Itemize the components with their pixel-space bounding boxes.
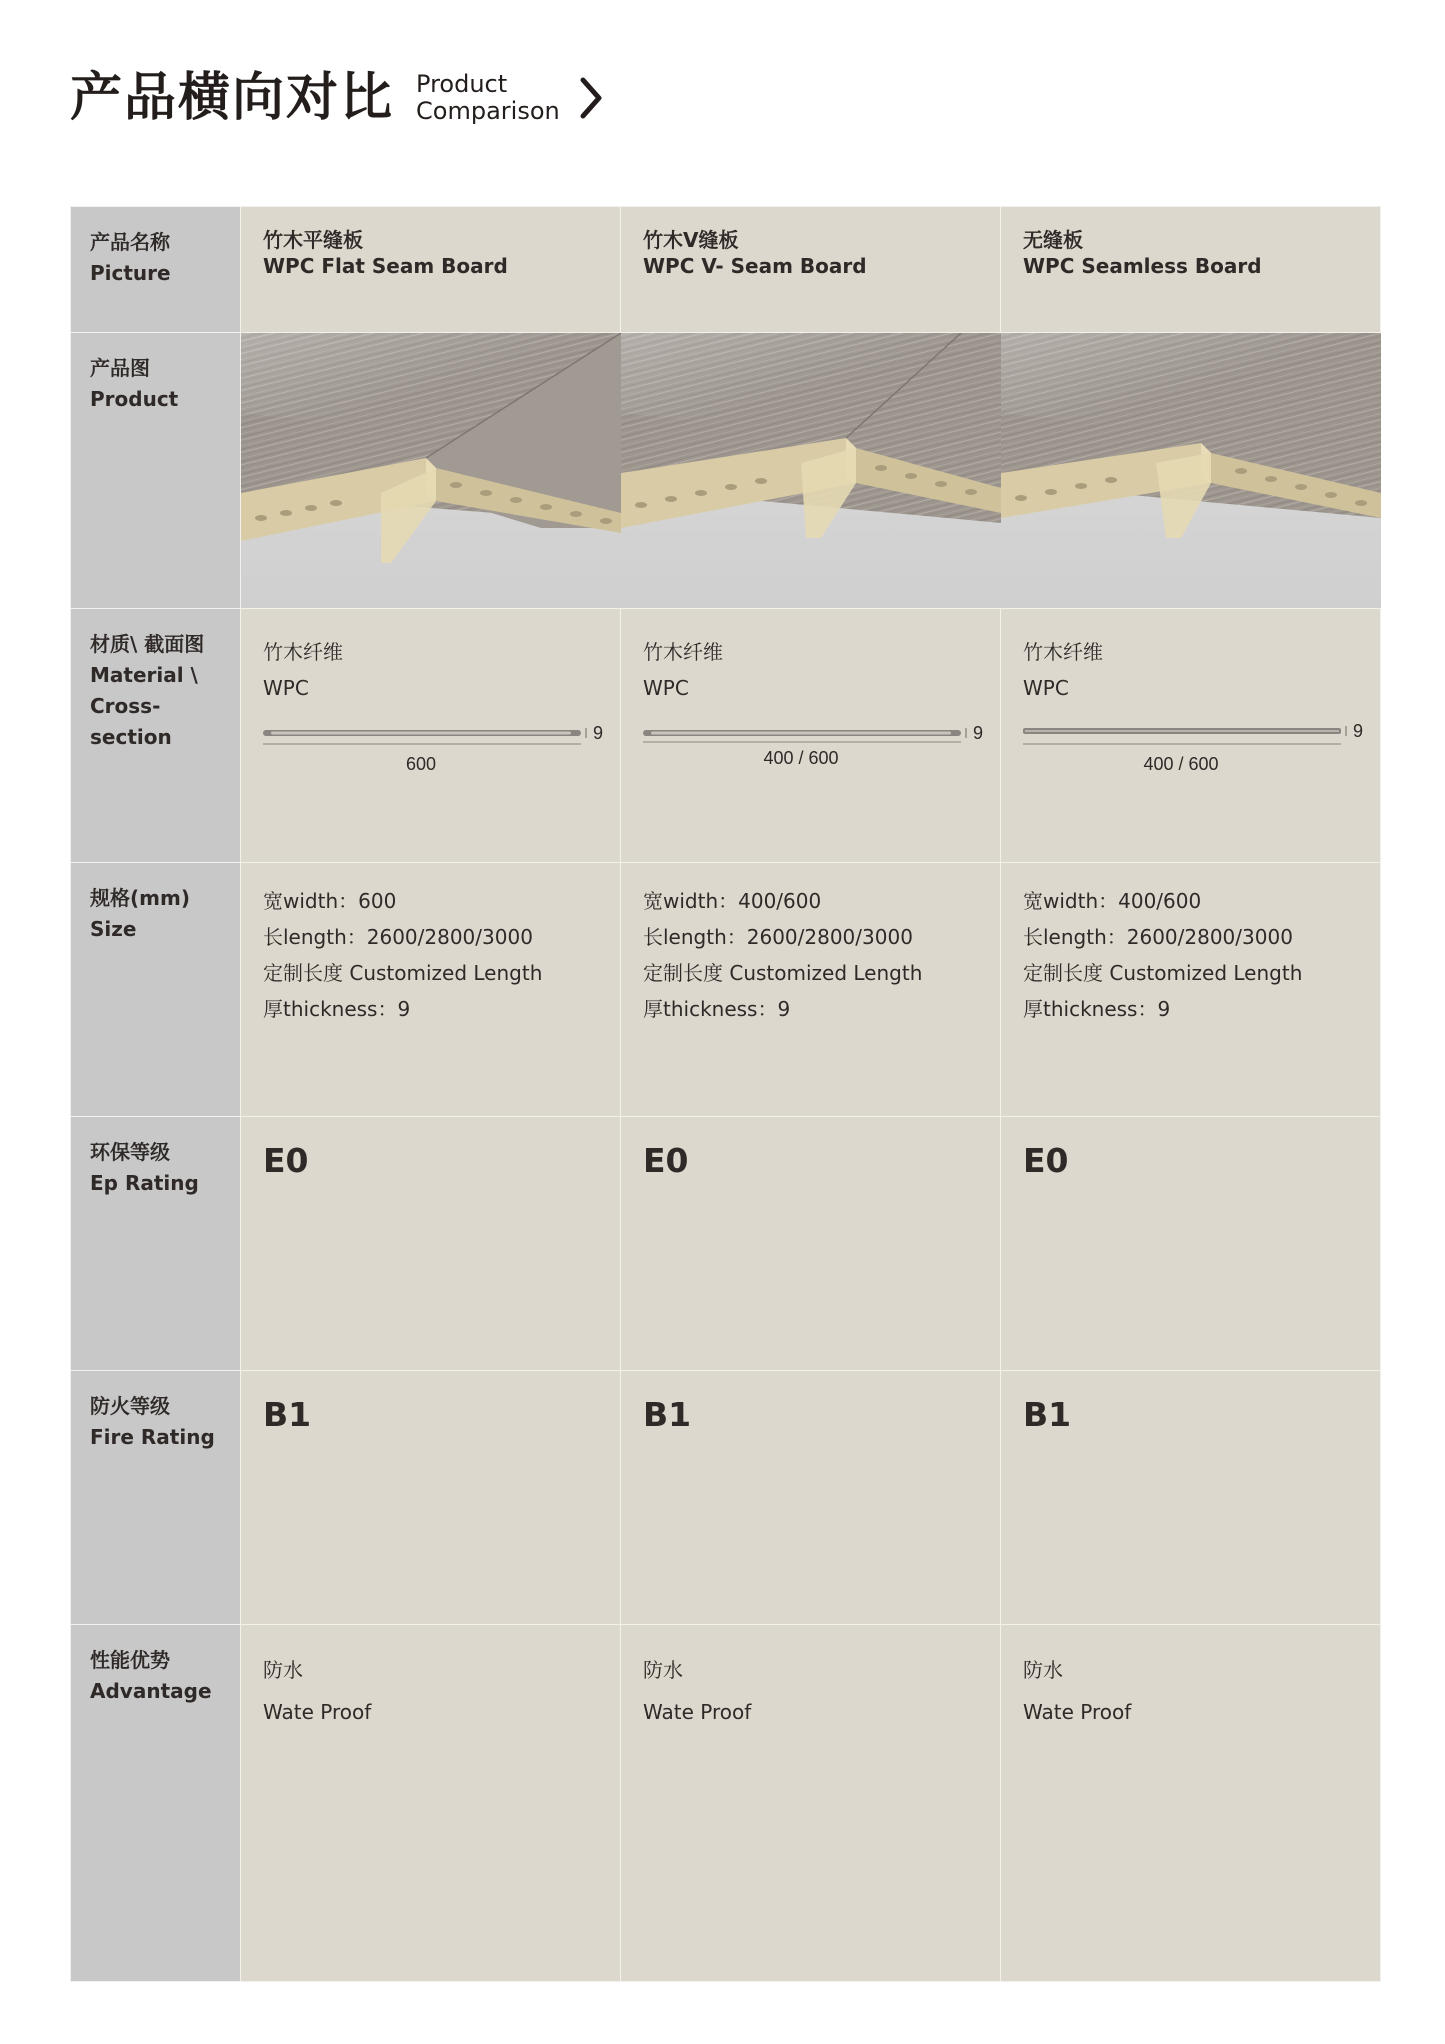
ep-rating-cell: E0 xyxy=(1001,1117,1381,1371)
label-cell-material: 材质\ 截面图 Material \ Cross-section xyxy=(71,609,241,863)
page-header xyxy=(70,62,604,134)
material-cell: 竹木纤维 WPC 9 400 / 600 xyxy=(1001,609,1381,863)
label-cell-fire: 防火等级 Fire Rating xyxy=(71,1371,241,1625)
ep-rating-cell: E0 xyxy=(241,1117,621,1371)
row-material xyxy=(71,609,1381,863)
label-cell-size: 规格(mm) Size xyxy=(71,863,241,1117)
material-cell: 竹木纤维 WPC 9 400 / 600 xyxy=(621,609,1001,863)
advantage-cell: 防水 Wate Proof xyxy=(1001,1625,1381,1982)
label-cell-name: 产品名称 Picture xyxy=(71,207,241,333)
chevron-right-icon xyxy=(578,75,604,121)
cross-section-drawing xyxy=(1001,710,1380,840)
product-image-cell xyxy=(1001,333,1381,609)
material-cell: 竹木纤维 WPC 9 600 xyxy=(241,609,621,863)
section-thickness-label: 9 xyxy=(593,723,604,743)
fire-rating-cell: B1 xyxy=(241,1371,621,1625)
product-name-cell: 竹木V缝板 WPC V- Seam Board xyxy=(621,207,1001,333)
section-width-label: 400 / 600 xyxy=(763,748,839,768)
product-image-cell xyxy=(241,333,621,609)
section-width-label: 600 xyxy=(405,754,437,774)
page-subtitle: Product Comparison xyxy=(416,70,560,125)
row-size xyxy=(71,863,1381,1117)
cross-section-drawing xyxy=(241,710,620,840)
size-cell: 宽width：600 长length：2600/2800/3000 定制长度 Customized Length 厚thickness：9 xyxy=(241,863,621,1117)
size-cell: 宽width：400/600 长length：2600/2800/3000 定制长度 Customized Length 厚thickness：9 xyxy=(1001,863,1381,1117)
cross-section-drawing xyxy=(621,710,1000,840)
section-width-label: 400 / 600 xyxy=(1143,754,1219,774)
row-product-picture xyxy=(71,333,1381,609)
page-title: 产品横向对比 xyxy=(70,68,395,128)
row-fire-rating xyxy=(71,1371,1381,1625)
row-advantage xyxy=(71,1625,1381,1982)
product-image-cell xyxy=(621,333,1001,609)
ep-rating-cell: E0 xyxy=(621,1117,1001,1371)
section-thickness-label: 9 xyxy=(1353,721,1364,741)
product-image-v-seam xyxy=(621,333,1001,608)
section-thickness-label: 9 xyxy=(973,723,984,743)
product-name-cell: 竹木平缝板 WPC Flat Seam Board xyxy=(241,207,621,333)
size-cell: 宽width：400/600 长length：2600/2800/3000 定制长度 Customized Length 厚thickness：9 xyxy=(621,863,1001,1117)
row-product-name xyxy=(71,207,1381,333)
advantage-cell: 防水 Wate Proof xyxy=(621,1625,1001,1982)
label-cell-advantage: 性能优势 Advantage xyxy=(71,1625,241,1982)
product-image-flat-seam xyxy=(241,333,621,608)
fire-rating-cell: B1 xyxy=(1001,1371,1381,1625)
row-ep-rating xyxy=(71,1117,1381,1371)
product-name-cell: 无缝板 WPC Seamless Board xyxy=(1001,207,1381,333)
label-cell-picture: 产品图 Product xyxy=(71,333,241,609)
advantage-cell: 防水 Wate Proof xyxy=(241,1625,621,1982)
product-image-seamless xyxy=(1001,333,1381,608)
comparison-table xyxy=(70,206,1381,1982)
fire-rating-cell: B1 xyxy=(621,1371,1001,1625)
label-cell-ep: 环保等级 Ep Rating xyxy=(71,1117,241,1371)
